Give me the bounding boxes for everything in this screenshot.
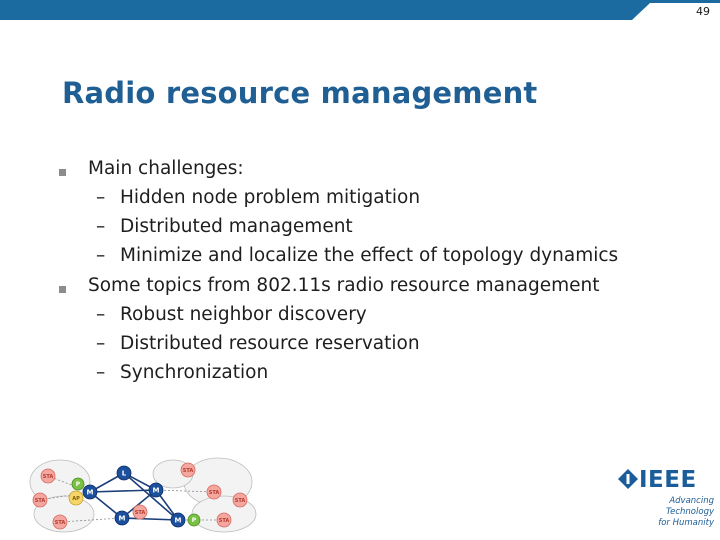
network-node-label: M — [174, 516, 182, 525]
page-number: 49 — [696, 5, 710, 18]
ieee-diamond-icon — [618, 469, 638, 489]
network-node-label: P — [191, 517, 197, 525]
network-node-label: STA — [208, 489, 220, 496]
sub-bullet-text: Synchronization — [120, 362, 269, 383]
dash-bullet-icon: – — [96, 304, 106, 325]
network-node-label: STA — [134, 509, 146, 516]
network-node-label: M — [118, 514, 126, 523]
square-bullet-icon — [59, 169, 66, 176]
bullet-text: Main challenges: — [88, 158, 244, 179]
logo-text: IEEE — [639, 467, 697, 493]
bullet-item — [88, 275, 600, 296]
mesh-network-diagram — [28, 452, 268, 538]
network-node-label: STA — [218, 517, 230, 524]
sub-bullet-item — [96, 333, 420, 354]
dash-bullet-icon: – — [96, 216, 106, 237]
network-node-label: M — [86, 488, 94, 497]
logo-tagline-line: for Humanity — [658, 518, 714, 528]
logo-tagline-line: Advancing Technology — [665, 496, 714, 517]
dash-bullet-icon: – — [96, 187, 106, 208]
ieee-logo — [618, 455, 718, 535]
sub-bullet-item — [96, 216, 353, 237]
network-node-label: STA — [234, 497, 246, 504]
bullet-text: Some topics from 802.11s radio resource management — [88, 275, 600, 296]
dash-bullet-icon: – — [96, 245, 106, 266]
network-node-label: STA — [54, 519, 66, 526]
sub-bullet-item — [96, 304, 367, 325]
square-bullet-icon — [59, 286, 66, 293]
sub-bullet-text: Minimize and localize the effect of topology dynamics — [120, 245, 619, 266]
network-node-label: STA — [42, 473, 54, 480]
bullet-item — [88, 158, 244, 179]
network-node-label: STA — [182, 467, 194, 474]
network-node-label: P — [75, 481, 81, 489]
sub-bullet-text: Robust neighbor discovery — [120, 304, 367, 325]
sub-bullet-text: Hidden node problem mitigation — [120, 187, 421, 208]
dash-bullet-icon: – — [96, 362, 106, 383]
sub-bullet-item — [96, 362, 269, 383]
network-node-label: L — [121, 469, 127, 478]
slide-title: Radio resource management — [62, 76, 538, 110]
network-node-label: AP — [72, 495, 80, 502]
sub-bullet-item — [96, 245, 619, 266]
sub-bullet-item — [96, 187, 421, 208]
dash-bullet-icon: – — [96, 333, 106, 354]
network-node-label: M — [152, 486, 160, 495]
network-node-label: STA — [34, 497, 46, 504]
sub-bullet-text: Distributed management — [120, 216, 353, 237]
sub-bullet-text: Distributed resource reservation — [120, 333, 420, 354]
top-banner — [0, 0, 720, 22]
logo-tagline — [628, 496, 714, 529]
